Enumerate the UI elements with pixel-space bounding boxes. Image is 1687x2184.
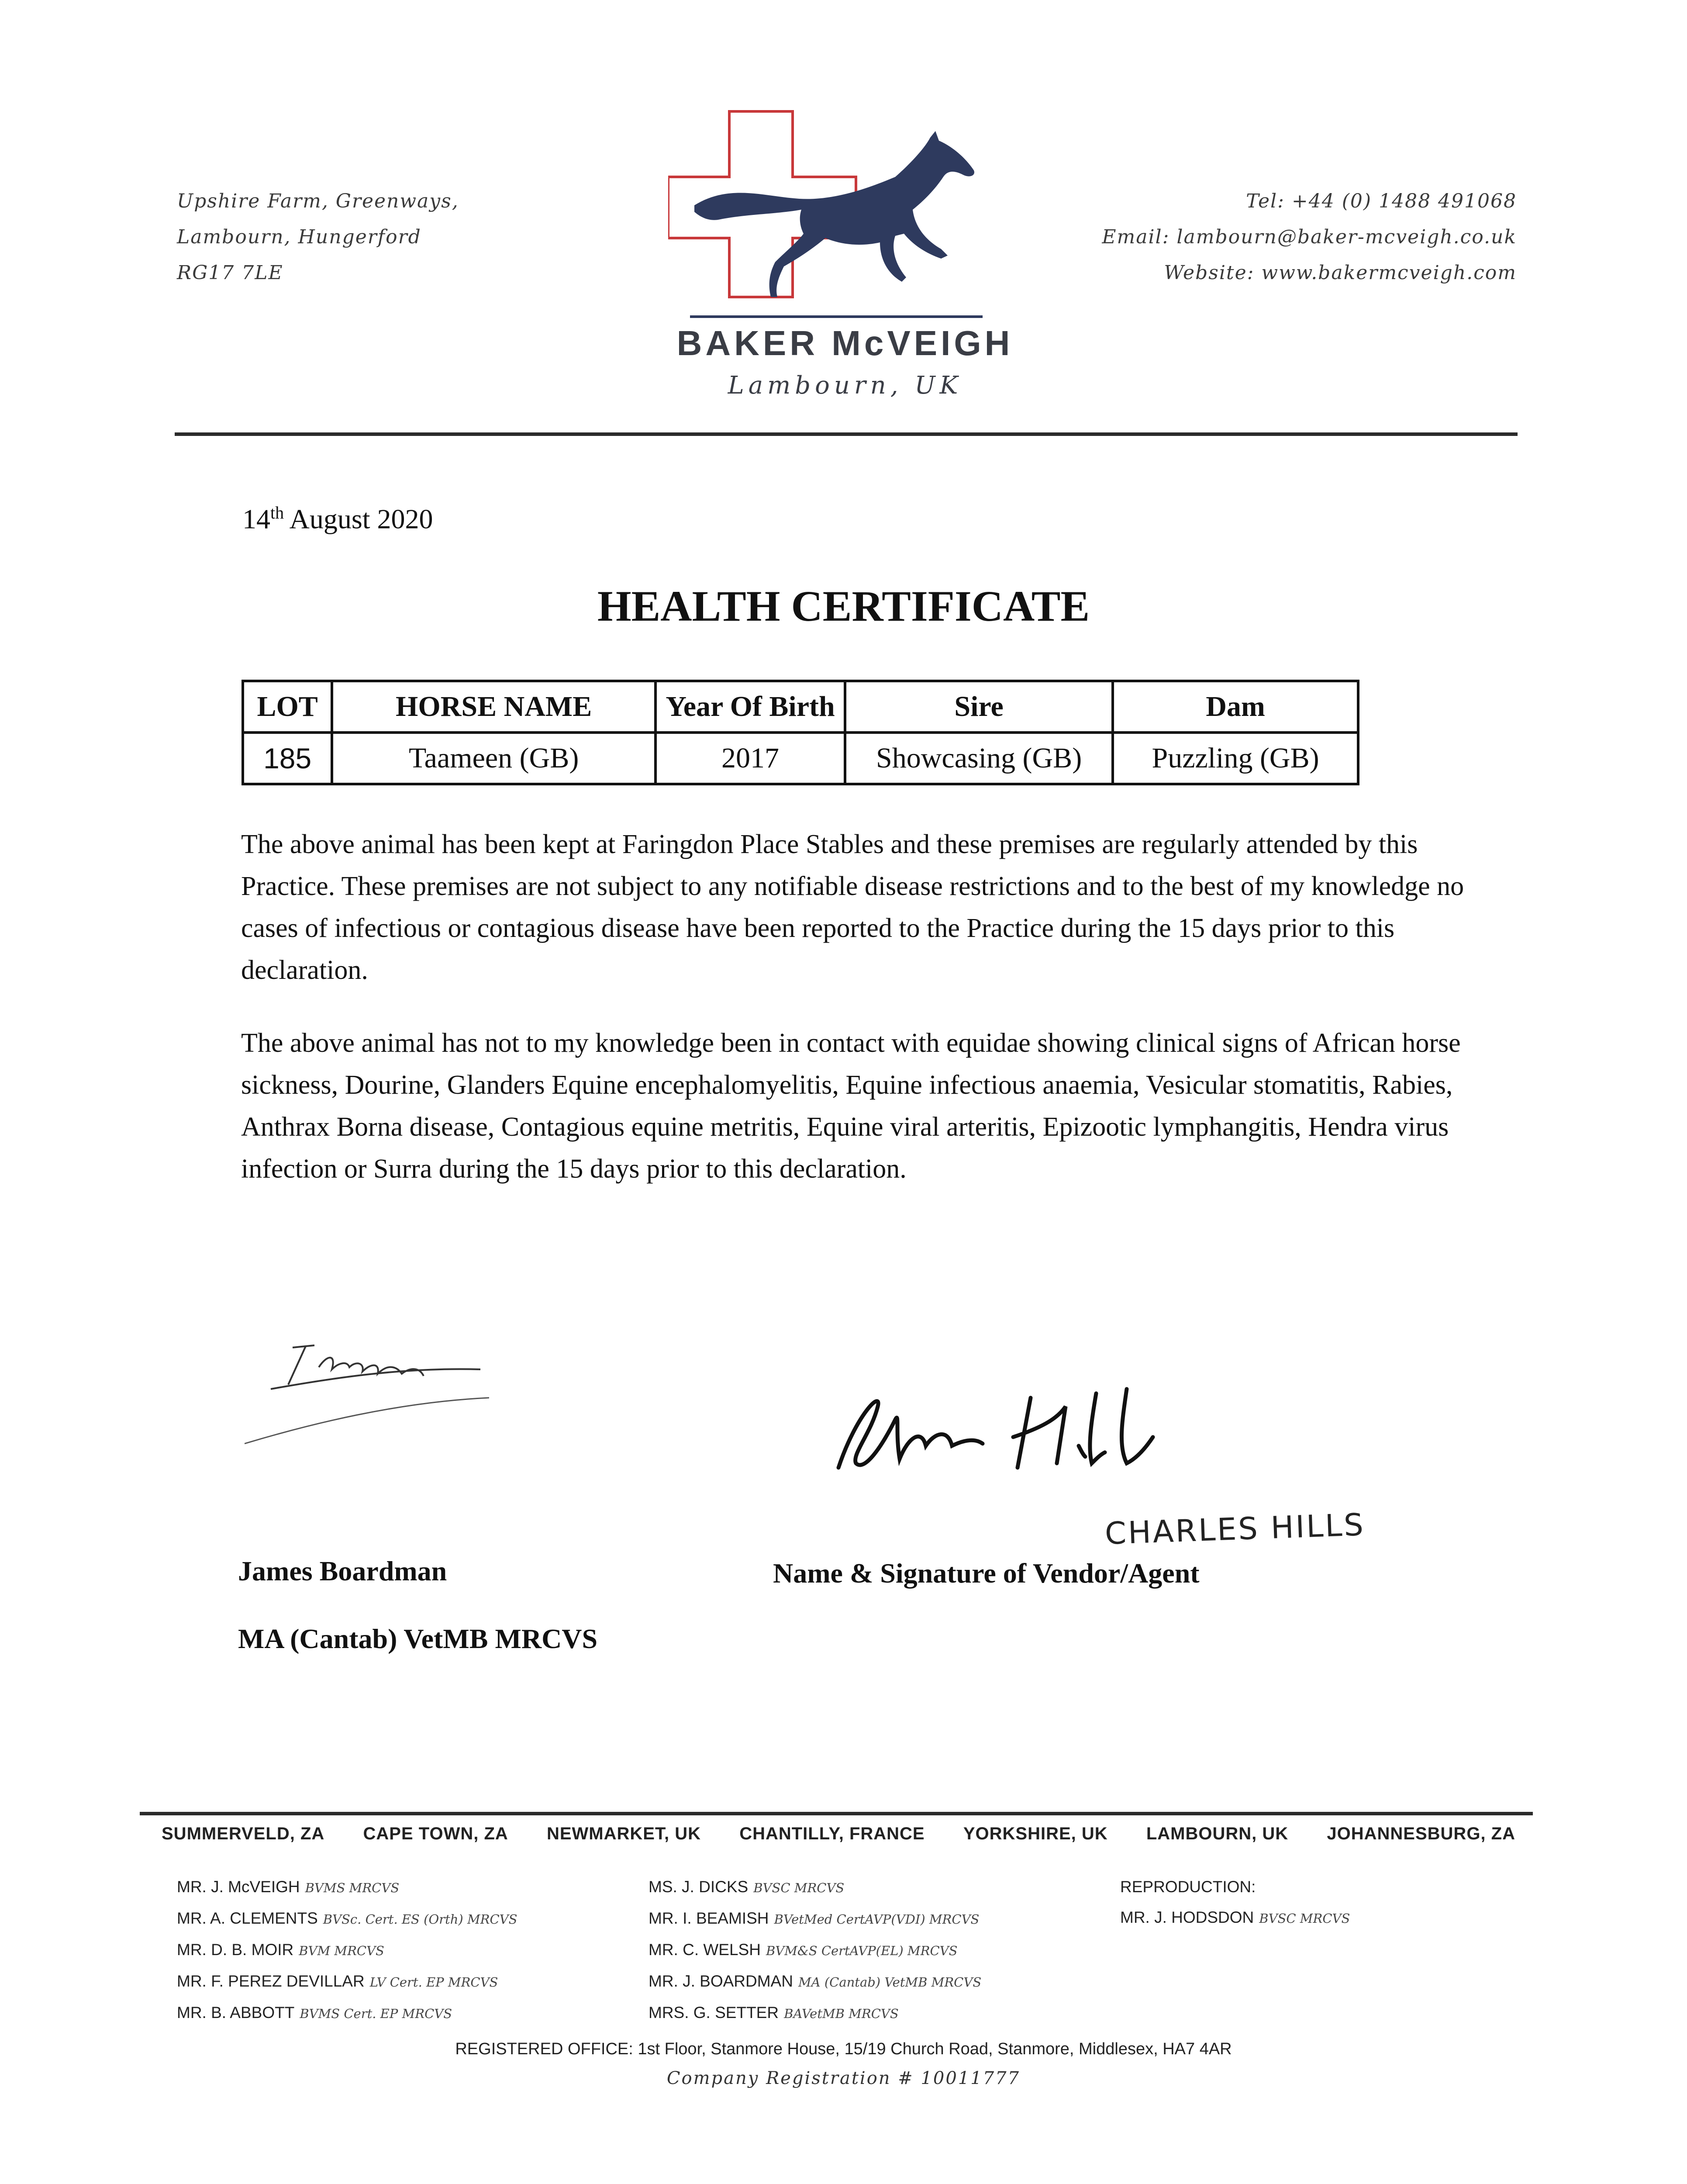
vendor-signature-label: Name & Signature of Vendor/Agent [773, 1558, 1200, 1589]
vendor-signature-scribble-icon [830, 1380, 1162, 1485]
header-lot: LOT [243, 681, 332, 733]
staff-qualification: MA (Cantab) VetMB MRCVS [798, 1975, 982, 1990]
staff-item [177, 1997, 517, 2029]
company-location: Lambourn, UK [728, 371, 963, 400]
staff-name: MRS. G. SETTER [649, 2004, 779, 2022]
location-item: CAPE TOWN, ZA [363, 1824, 508, 1843]
location-item: CHANTILLY, FRANCE [739, 1824, 925, 1843]
date-day: 14 [242, 503, 270, 535]
staff-item [649, 1966, 981, 1997]
baker-mcveigh-logo [668, 105, 1004, 332]
staff-qualification: LV Cert. EP MRCVS [369, 1975, 498, 1990]
table-row [243, 733, 1358, 784]
office-locations [162, 1824, 1515, 1844]
page-title: HEALTH CERTIFICATE [597, 582, 1090, 630]
staff-name: MR. J. McVEIGH [177, 1878, 300, 1896]
header-horse-name: HORSE NAME [332, 681, 655, 733]
vendor-printed-name-icon [1101, 1503, 1363, 1555]
cell-horse-name: Taameen (GB) [332, 733, 655, 784]
address-line-2: Lambourn, Hungerford [177, 226, 421, 248]
registered-office: REGISTERED OFFICE: 1st Floor, Stanmore House, 15/19 Church Road, Stanmore, Middlesex, HA7 4AR [455, 2040, 1232, 2058]
staff-qualification: BVM MRCVS [299, 1943, 384, 1958]
staff-qualification: BVMS MRCVS [305, 1880, 400, 1895]
header-dam: Dam [1113, 681, 1358, 733]
location-item: JOHANNESBURG, ZA [1327, 1824, 1515, 1843]
staff-name: MR. A. CLEMENTS [177, 1909, 318, 1927]
vendor-signature [830, 1380, 1162, 1485]
staff-item [1120, 1902, 1350, 1934]
staff-qualification: BVSC MRCVS [1259, 1911, 1350, 1926]
staff-name: MR. J. HODSDON [1120, 1908, 1254, 1926]
cell-sire: Showcasing (GB) [845, 733, 1113, 784]
header-year-of-birth: Year Of Birth [655, 681, 845, 733]
table-header-row [243, 681, 1358, 733]
header-divider [175, 432, 1518, 436]
contact-website: Website: www.bakermcveigh.com [1164, 262, 1517, 284]
location-item: YORKSHIRE, UK [963, 1824, 1108, 1843]
certificate-date [242, 502, 433, 535]
staff-item [177, 1903, 517, 1935]
cell-year-of-birth: 2017 [655, 733, 845, 784]
contact-details [1102, 183, 1517, 291]
staff-name: MR. F. PEREZ DEVILLAR [177, 1972, 365, 1990]
paragraph-premises: The above animal has been kept at Faringdon Place Stables and these premises are regularly attended by this Practice. These premises are not subject to any notifiable disease restrictions and to the best of my knowledge no cases of infectious or contagious disease have been reported to the Practice during the 15 days prior to this declaration. [241, 829, 1464, 985]
staff-item [177, 1966, 517, 1997]
location-item: NEWMARKET, UK [546, 1824, 701, 1843]
horse-cross-logo-icon [668, 105, 1004, 332]
staff-name: MR. I. BEAMISH [649, 1909, 769, 1927]
staff-item [177, 1872, 517, 1903]
header-sire: Sire [845, 681, 1113, 733]
staff-list-3 [1120, 1872, 1350, 1934]
staff-qualification: BVetMed CertAVP(VDI) MRCVS [774, 1912, 980, 1927]
staff-item [177, 1935, 517, 1966]
staff-qualification: BVSc. Cert. ES (Orth) MRCVS [323, 1912, 517, 1927]
vet-signature-scribble-icon [245, 1337, 489, 1450]
address-line-3: RG17 7LE [177, 262, 283, 284]
location-item: SUMMERVELD, ZA [162, 1824, 325, 1843]
date-month-year: August 2020 [284, 503, 433, 535]
horse-details-table [241, 680, 1359, 785]
staff-name: MR. B. ABBOTT [177, 2004, 295, 2022]
svg-text:CHARLES HILLS: CHARLES HILLS [1104, 1507, 1363, 1552]
staff-name: MR. D. B. MOIR [177, 1941, 294, 1959]
staff-name: MR. J. BOARDMAN [649, 1972, 793, 1990]
staff-list-1 [177, 1872, 517, 2029]
date-suffix: th [270, 503, 284, 522]
vet-qualifications: MA (Cantab) VetMB MRCVS [238, 1623, 598, 1654]
cell-dam: Puzzling (GB) [1113, 733, 1358, 784]
staff-item [649, 1997, 981, 2029]
staff-item [649, 1872, 981, 1903]
paragraph-disease-contact: The above animal has not to my knowledge been in contact with equidae showing clinical signs of African horse sickness, Dourine, Glanders Equine encephalomyelitis, Equine infectious anaemia, Vesicular stomatitis, Rabies, Anthrax Borna disease, Contagious equine metritis, Equine viral arteritis, Epizootic lymphangitis, Hendra virus infection or Surra during the 15 days prior to this declaration. [241, 1028, 1461, 1184]
staff-qualification: BVMS Cert. EP MRCVS [300, 2006, 452, 2021]
address-left [177, 183, 459, 291]
location-item: LAMBOURN, UK [1146, 1824, 1289, 1843]
vet-name: James Boardman [238, 1555, 447, 1586]
staff-list-2 [649, 1872, 981, 2029]
staff-qualification: BAVetMB MRCVS [784, 2006, 899, 2021]
cell-lot: 185 [243, 733, 332, 784]
contact-phone: Tel: +44 (0) 1488 491068 [1246, 190, 1517, 212]
staff-item [649, 1903, 981, 1935]
staff-name: MR. C. WELSH [649, 1941, 761, 1959]
company-registration: Company Registration # 10011777 [666, 2068, 1021, 2088]
staff-qualification: BVSC MRCVS [753, 1880, 845, 1895]
reproduction-heading: REPRODUCTION: [1120, 1878, 1256, 1896]
vendor-printed-name-handwritten [1101, 1503, 1363, 1555]
footer-divider [140, 1812, 1533, 1815]
staff-qualification: BVM&S CertAVP(EL) MRCVS [766, 1943, 958, 1958]
contact-email: Email: lambourn@baker-mcveigh.co.uk [1102, 226, 1517, 248]
staff-name: MS. J. DICKS [649, 1878, 749, 1896]
staff-item [649, 1935, 981, 1966]
vet-signature [245, 1337, 489, 1450]
company-name: BAKER McVEIGH [676, 324, 1014, 363]
address-line-1: Upshire Farm, Greenways, [177, 190, 459, 212]
